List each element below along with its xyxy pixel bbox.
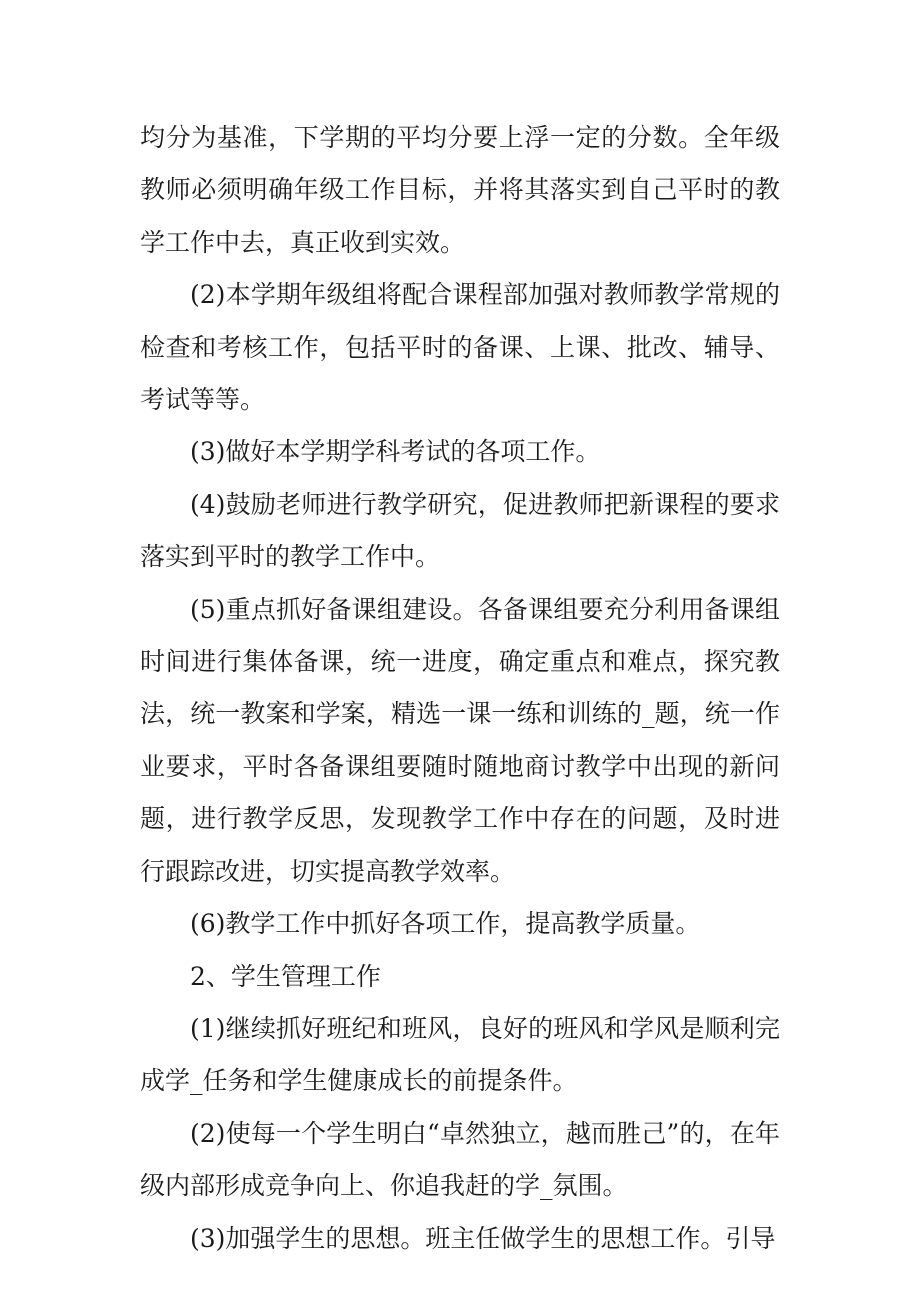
paragraph-item-5: (5)重点抓好备课组建设。各备课组要充分利用备课组时间进行集体备课，统一进度，确定重点和难点，探究教法，统一教案和学案，精选一课一练和训练的_题，统一作业要求，平时各备课组要随时随地商讨教学中出现的新问题，进行教学反思，发现教学工作中存在的问题，及时进行跟踪改进，切实提高教学效率。: [140, 594, 780, 886]
paragraph-student-item-2: (2)使每一个学生明白“卓然独立，越而胜己”的，在年级内部形成竞争向上、你追我赶的学_氛围。: [140, 1118, 780, 1201]
section-heading-student-management: 2、学生管理工作: [190, 961, 381, 991]
paragraph-student-item-3: (3)加强学生的思想。班主任做学生的思想工作。引导: [190, 1223, 776, 1253]
paragraph-student-item-1: (1)继续抓好班纪和班风，良好的班风和学风是顺利完成学_任务和学生健康成长的前提条件。: [140, 1013, 780, 1096]
document-body: [140, 112, 780, 1265]
paragraph-continuation: 均分为基准，下学期的平均分要上浮一定的分数。全年级教师必须明确年级工作目标，并将其落实到自己平时的教学工作中去，真正收到实效。: [140, 123, 780, 257]
paragraph-item-4: (4)鼓励老师进行教学研究，促进教师把新课程的要求落实到平时的教学工作中。: [140, 489, 780, 572]
paragraph-item-6: (6)教学工作中抓好各项工作，提高教学质量。: [190, 909, 701, 939]
paragraph-item-2: (2)本学期年级组将配合课程部加强对教师教学常规的检查和考核工作，包括平时的备课、上课、批改、辅导、考试等等。: [140, 280, 780, 415]
paragraph-item-3: (3)做好本学期学科考试的各项工作。: [190, 437, 601, 467]
